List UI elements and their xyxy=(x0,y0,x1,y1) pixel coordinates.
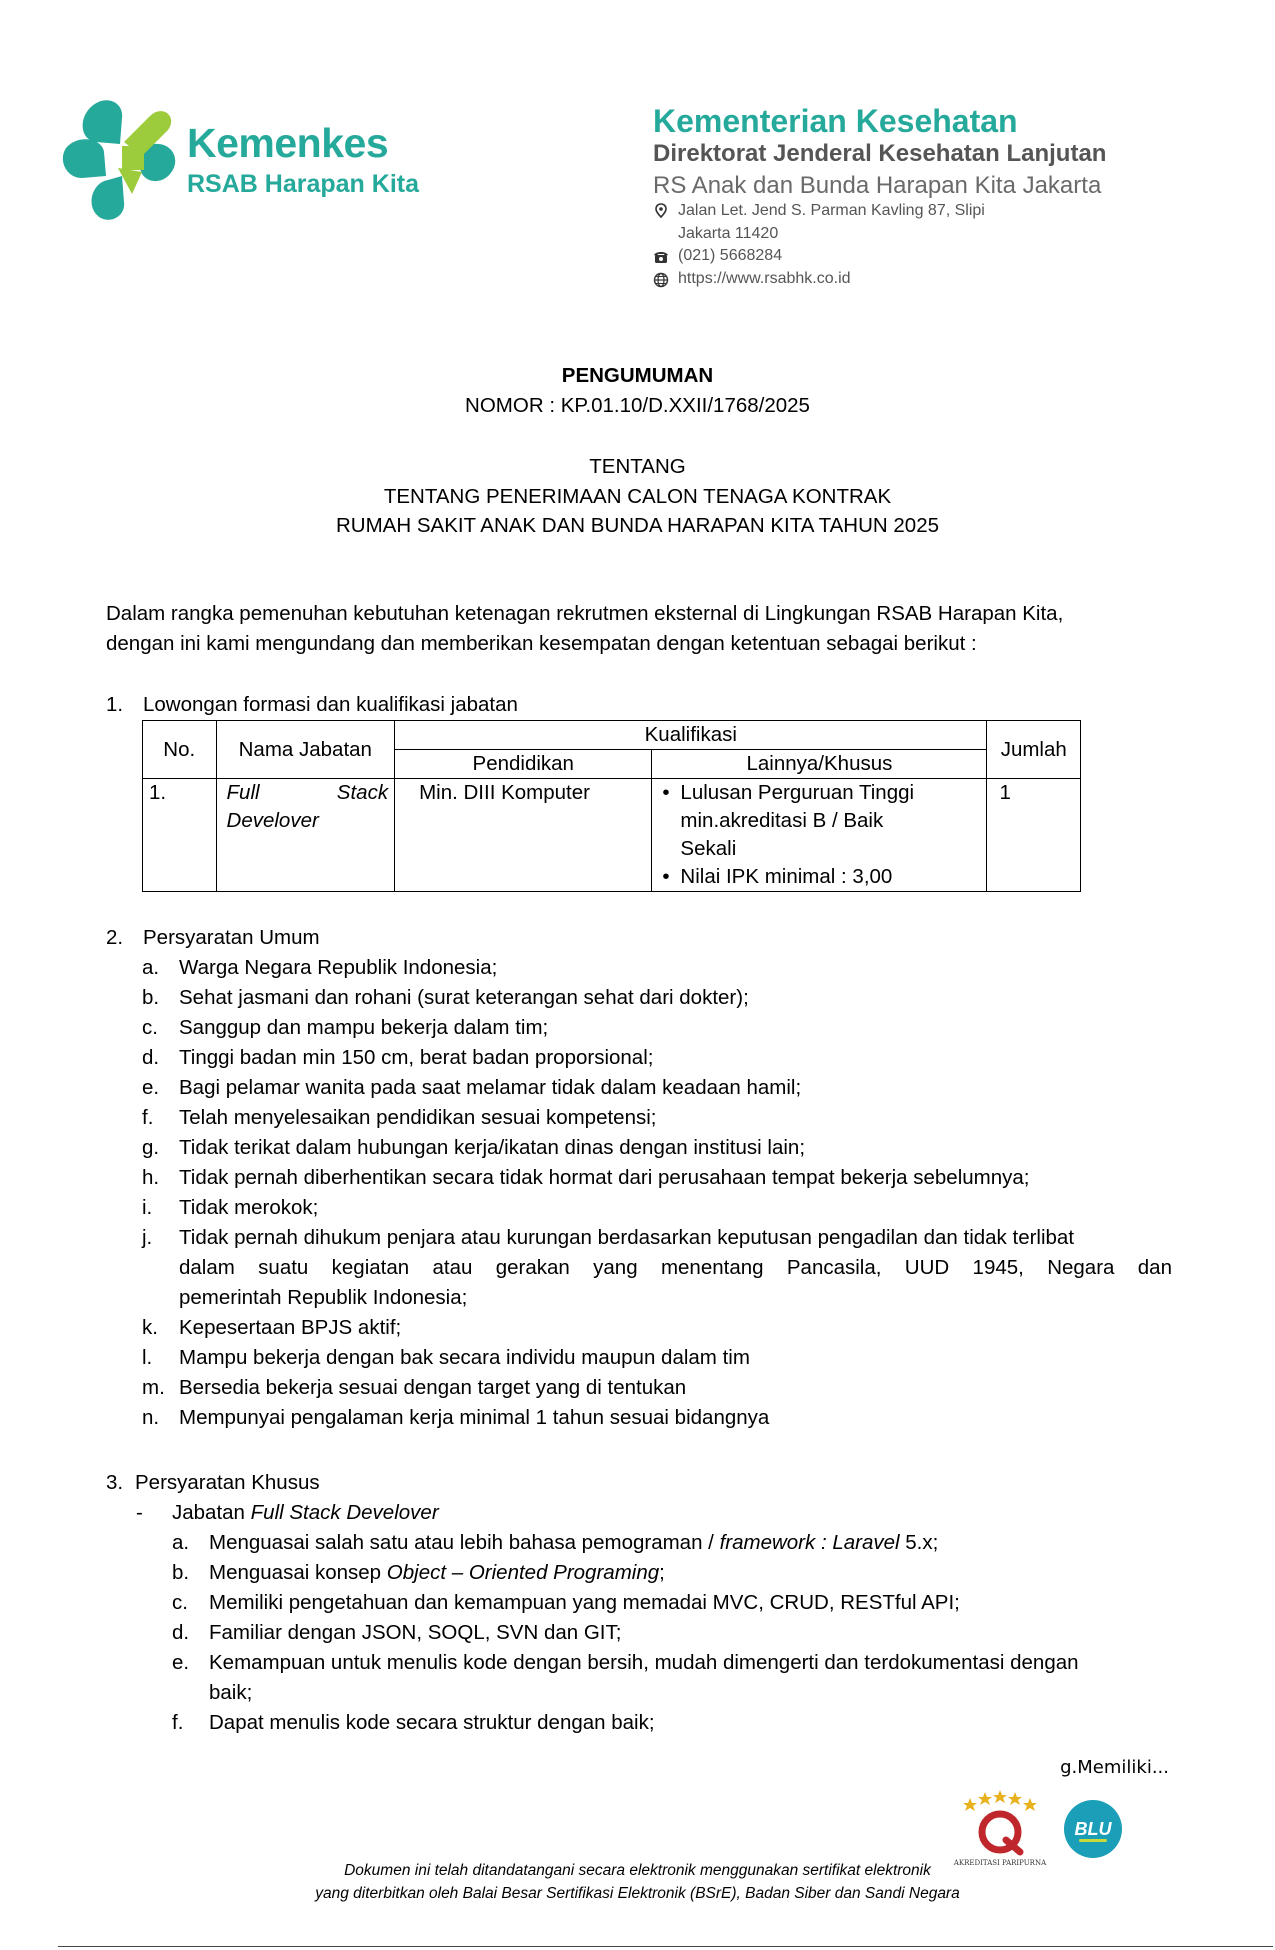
qualification-table xyxy=(142,720,1081,892)
list-letter: d. xyxy=(142,1046,160,1069)
list-item xyxy=(172,1618,1172,1648)
svg-text:BLU: BLU xyxy=(1074,1819,1112,1839)
list-text: Memiliki pengetahuan dan kemampuan yang memadai MVC, CRUD, RESTful API; xyxy=(209,1591,960,1614)
list-letter: j. xyxy=(142,1226,153,1249)
section-3-title: Persyaratan Khusus xyxy=(135,1471,320,1494)
word: dalam xyxy=(179,1256,235,1279)
list-text-end: 5.x; xyxy=(899,1531,939,1554)
list-text: Menguasai salah satu atau lebih bahasa pemograman / xyxy=(209,1531,720,1554)
word: gerakan xyxy=(495,1256,570,1279)
section-1-number: 1. xyxy=(106,693,124,716)
row-other xyxy=(652,779,987,892)
list-item xyxy=(172,1648,1172,1708)
section-3-number: 3. xyxy=(106,1471,124,1494)
word: dan xyxy=(1137,1256,1172,1279)
accreditation-label: AKREDITASI PARIPURNA xyxy=(953,1859,1047,1867)
row-other-item-1 xyxy=(658,779,980,863)
list-text: Dapat menulis kode secara struktur dengan baik; xyxy=(209,1711,655,1734)
table-header-position: Nama Jabatan xyxy=(216,721,395,779)
table-header-qualification: Kualifikasi xyxy=(395,721,987,750)
list-text: Sanggup dan mampu bekerja dalam tim; xyxy=(179,1016,549,1039)
announcement-about: TENTANG xyxy=(589,455,686,478)
intro-line-1: Dalam rangka pemenuhan kebutuhan ketenagan rekrutmen eksternal di Lingkungan RSAB Harapan Kita, xyxy=(106,602,1064,625)
list-item xyxy=(142,1133,1172,1163)
list-letter: f. xyxy=(172,1711,184,1734)
section-3-position xyxy=(172,1501,439,1525)
continuation-text: g.Memiliki... xyxy=(1060,1757,1169,1778)
announcement-number: NOMOR : KP.01.10/D.XXII/1768/2025 xyxy=(465,394,810,417)
footer-line-2: yang diterbitkan oleh Balai Besar Sertifikasi Elektronik (BSrE), Badan Siber dan Sandi Negara xyxy=(315,1885,960,1902)
row-other-item-2 xyxy=(658,863,980,891)
table-row xyxy=(143,779,1081,892)
section-3-dash: - xyxy=(136,1501,143,1524)
address-line-1: Jalan Let. Jend S. Parman Kavling 87, Slipi xyxy=(678,202,985,219)
announcement-subject-1: TENTANG PENERIMAAN CALON TENAGA KONTRAK xyxy=(383,485,892,508)
list-item xyxy=(142,983,1172,1013)
position-name: Full Stack Develover xyxy=(250,1501,439,1524)
list-text-end: ; xyxy=(659,1561,665,1584)
ministry-name: Kementerian Kesehatan xyxy=(653,103,1018,139)
page-bottom-rule xyxy=(58,1946,1273,1947)
blu-label-text xyxy=(1070,1860,1110,1861)
list-item xyxy=(172,1588,1172,1618)
logo-brand-text: Kemenkes xyxy=(187,120,389,166)
row-position-word-3: Develover xyxy=(226,809,319,832)
blu-badge-icon xyxy=(1063,1799,1123,1859)
section-2-number: 2. xyxy=(106,926,124,949)
footer-line-1: Dokumen ini telah ditandatangani secara elektronik menggunakan sertifikat elektronik xyxy=(344,1862,931,1879)
list-letter: k. xyxy=(142,1316,158,1339)
list-text-line-3: pemerintah Republik Indonesia; xyxy=(179,1286,468,1309)
special-requirements-list xyxy=(172,1528,1172,1738)
word: yang xyxy=(593,1256,638,1279)
word: menentang xyxy=(660,1256,764,1279)
list-item xyxy=(142,1313,1172,1343)
word: 1945, xyxy=(972,1256,1024,1279)
row-other-line-3: Sekali xyxy=(680,837,737,860)
announcement-heading: PENGUMUMAN xyxy=(561,364,714,387)
list-letter: m. xyxy=(142,1376,165,1399)
list-letter: b. xyxy=(142,986,160,1009)
kemenkes-logo-icon xyxy=(62,98,180,222)
list-letter: h. xyxy=(142,1166,160,1189)
list-item xyxy=(142,1373,1172,1403)
website-url: https://www.rsabhk.co.id xyxy=(678,270,851,287)
list-item xyxy=(142,953,1172,983)
list-text: Kepesertaan BPJS aktif; xyxy=(179,1316,402,1339)
list-item xyxy=(142,1073,1172,1103)
list-letter: c. xyxy=(172,1591,188,1614)
list-text: Tidak terikat dalam hubungan kerja/ikatan dinas dengan institusi lain; xyxy=(179,1136,806,1159)
intro-line-2: dengan ini kami mengundang dan memberikan kesempatan dengan ketentuan sebagai berikut : xyxy=(106,632,977,655)
word: kegiatan xyxy=(331,1256,410,1279)
list-letter: a. xyxy=(142,956,160,979)
list-text: Familiar dengan JSON, SOQL, SVN dan GIT; xyxy=(209,1621,622,1644)
list-item xyxy=(142,1103,1172,1133)
list-text-line-1: Kemampuan untuk menulis kode dengan bersih, mudah dimengerti dan terdokumentasi dengan xyxy=(209,1651,1079,1674)
list-item xyxy=(172,1558,1172,1588)
row-no: 1. xyxy=(143,779,217,892)
list-letter: n. xyxy=(142,1406,160,1429)
hospital-name: RS Anak dan Bunda Harapan Kita Jakarta xyxy=(653,172,1102,199)
list-letter: l. xyxy=(142,1346,153,1369)
list-text: Warga Negara Republik Indonesia; xyxy=(179,956,498,979)
list-item xyxy=(142,1013,1172,1043)
list-text-line-1: Tidak pernah dihukum penjara atau kurungan berdasarkan keputusan pengadilan dan tidak terlibat xyxy=(179,1226,1075,1249)
word: Negara xyxy=(1047,1256,1115,1279)
list-text: Bersedia bekerja sesuai dengan target yang di tentukan xyxy=(179,1376,687,1399)
list-text: Tidak merokok; xyxy=(179,1196,319,1219)
list-text: Sehat jasmani dan rohani (surat keterangan sehat dari dokter); xyxy=(179,986,749,1009)
list-text: Mempunyai pengalaman kerja minimal 1 tahun sesuai bidangnya xyxy=(179,1406,770,1429)
list-letter: i. xyxy=(142,1196,153,1219)
globe-icon xyxy=(653,272,669,288)
list-text-italic: Object – Oriented Programing xyxy=(386,1561,660,1584)
accreditation-badge-icon xyxy=(950,1790,1050,1870)
list-text-line-2 xyxy=(179,1253,1172,1283)
row-count: 1 xyxy=(987,779,1081,892)
list-letter: a. xyxy=(172,1531,190,1554)
list-item xyxy=(142,1223,1172,1313)
word: suatu xyxy=(258,1256,309,1279)
list-letter: e. xyxy=(142,1076,160,1099)
list-item xyxy=(142,1343,1172,1373)
list-text-italic: framework : Laravel xyxy=(719,1531,900,1554)
list-text-line-2: baik; xyxy=(209,1681,253,1704)
directorate-name: Direktorat Jenderal Kesehatan Lanjutan xyxy=(653,140,1107,167)
section-2-title: Persyaratan Umum xyxy=(143,926,320,949)
row-position-word-2: Stack xyxy=(336,781,389,804)
section-1-title: Lowongan formasi dan kualifikasi jabatan xyxy=(143,693,518,716)
word: atau xyxy=(432,1256,473,1279)
list-item xyxy=(142,1403,1172,1433)
position-prefix: Jabatan xyxy=(172,1501,251,1524)
word: UUD xyxy=(904,1256,950,1279)
list-item xyxy=(142,1043,1172,1073)
row-other-line-1: • Lulusan Perguruan Tinggi xyxy=(680,781,915,804)
table-header-no: No. xyxy=(143,721,217,779)
list-item xyxy=(142,1163,1172,1193)
list-text: Mampu bekerja dengan bak secara individu maupun dalam tim xyxy=(179,1346,750,1369)
list-item xyxy=(172,1708,1172,1738)
list-text: Telah menyelesaikan pendidikan sesuai kompetensi; xyxy=(179,1106,657,1129)
list-letter: e. xyxy=(172,1651,190,1674)
word: Pancasila, xyxy=(786,1256,882,1279)
row-education: Min. DIII Komputer xyxy=(395,779,652,892)
list-letter: g. xyxy=(142,1136,160,1159)
location-pin-icon xyxy=(653,203,669,219)
list-text: Menguasai konsep xyxy=(209,1561,387,1584)
list-text: Tidak pernah diberhentikan secara tidak hormat dari perusahaan tempat bekerja sebelumnya; xyxy=(179,1166,1030,1189)
announcement-subject-2: RUMAH SAKIT ANAK DAN BUNDA HARAPAN KITA TAHUN 2025 xyxy=(335,514,940,537)
list-item xyxy=(172,1528,1172,1558)
list-letter: f. xyxy=(142,1106,154,1129)
list-text: Tinggi badan min 150 cm, berat badan proporsional; xyxy=(179,1046,654,1069)
table-header-other: Lainnya/Khusus xyxy=(652,750,987,779)
list-letter: b. xyxy=(172,1561,190,1584)
phone-icon xyxy=(653,249,669,265)
row-position-word-1: Full xyxy=(226,781,260,804)
row-position xyxy=(216,779,395,892)
table-header-education: Pendidikan xyxy=(395,750,652,779)
list-letter: c. xyxy=(142,1016,158,1039)
row-other-line-4: • Nilai IPK minimal : 3,00 xyxy=(680,865,893,888)
logo-subtitle-text: RSAB Harapan Kita xyxy=(187,170,419,198)
list-item xyxy=(142,1193,1172,1223)
row-other-line-2: min.akreditasi B / Baik xyxy=(680,809,884,832)
table-header-count: Jumlah xyxy=(987,721,1081,779)
phone-number: (021) 5668284 xyxy=(678,247,783,264)
list-letter: d. xyxy=(172,1621,190,1644)
address-line-2: Jakarta 11420 xyxy=(678,225,779,242)
general-requirements-list xyxy=(142,953,1172,1433)
list-text: Bagi pelamar wanita pada saat melamar tidak dalam keadaan hamil; xyxy=(179,1076,802,1099)
